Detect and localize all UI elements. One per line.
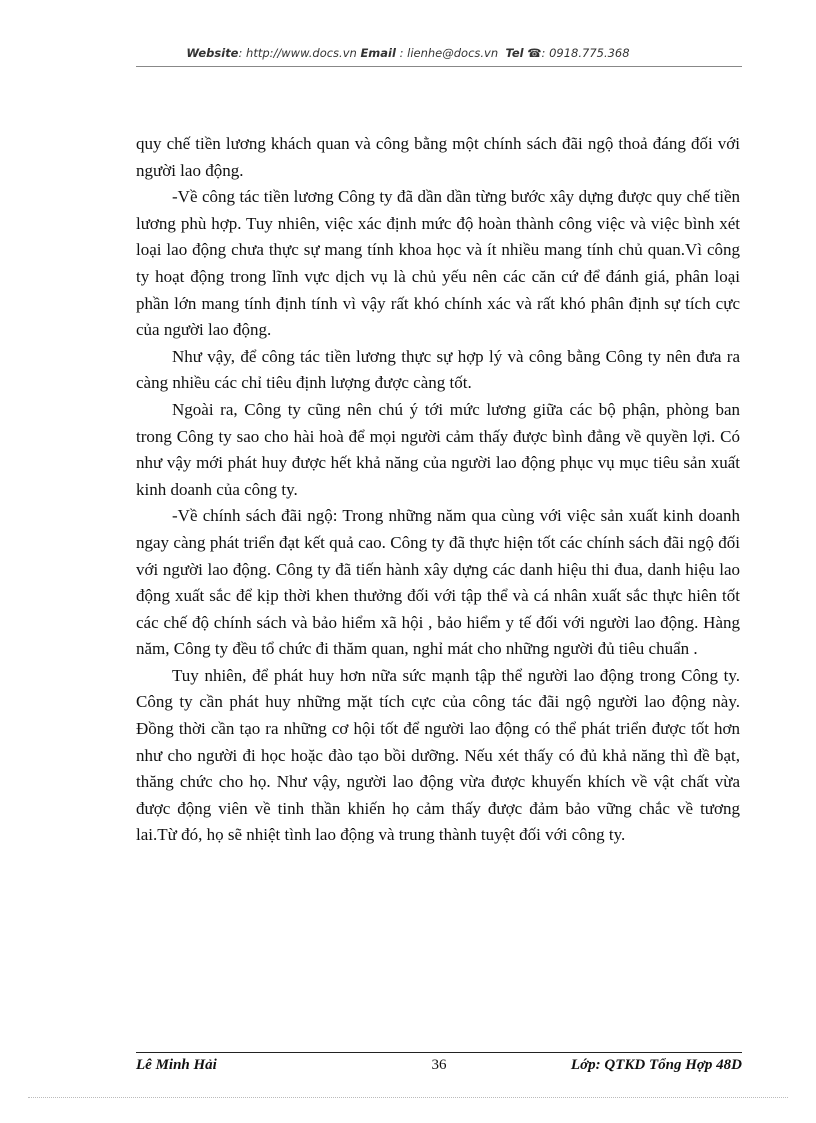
tel-label: Tel bbox=[505, 46, 524, 60]
email-label: Email bbox=[360, 46, 396, 60]
header-divider bbox=[136, 66, 742, 67]
phone-icon: ☎ bbox=[527, 46, 542, 60]
footer-divider bbox=[136, 1052, 742, 1053]
author-name: Lê Minh Hải bbox=[136, 1057, 217, 1073]
paragraph: -Về chính sách đãi ngộ: Trong những năm qua cùng với việc sản xuất kinh doanh ngay càng phát triển đạt kết quả cao. Công ty đã thực hiện tốt các chính sách đãi ngộ đối với người lao động. Công ty đã tiến hành xây dựng các danh hiệu thi đua, danh hiệu lao động xuất sắc để kịp thời khen thưởng đối với tập thể và cá nhân xuất sắc thực hiên tốt các chế độ chính sách và bảo hiểm xã hội , bảo hiểm y tế đối với người lao động. Hàng năm, Công ty đều tổ chức đi thăm quan, nghỉ mát cho những người đủ tiêu chuẩn . bbox=[136, 506, 740, 659]
paragraph: -Về công tác tiền lương Công ty đã dần dần từng bước xây dựng được quy chế tiền lương phù hợp. Tuy nhiên, việc xác định mức độ hoàn thành công việc và việc bình xét loại lao động chưa thực sự mang tính khoa học và ít nhiều mang tính chủ quan.Vì công ty hoạt động trong lĩnh vực dịch vụ là chủ yếu nên các căn cứ để đánh giá, phân loại phần lớn mang tính định tính vì vậy rất khó chính xác và rất khó phân định sự tích cực của người lao động. bbox=[136, 187, 740, 340]
paragraph: Tuy nhiên, để phát huy hơn nữa sức mạnh tập thể người lao động trong Công ty. Công ty cần phát huy những mặt tích cực của công tác đãi ngộ người lao động này. Đồng thời cần tạo ra những cơ hội tốt để người lao động có thể phát triển được tốt hơn như cho người đi học hoặc đào tạo bồi dưỡng. Nếu xét thấy có đủ khả năng thì đề bạt, thăng chức cho họ. Như vậy, người lao động vừa được khuyến khích về vật chất vừa được động viên về tinh thần khiến họ cảm thấy được đảm bảo vững chắc về tương lai.Từ đó, họ sẽ nhiệt tình lao động và trung thành tuyệt đối với công ty. bbox=[136, 665, 740, 845]
website-value: : http://www.docs.vn bbox=[238, 46, 357, 60]
page-header bbox=[0, 46, 816, 60]
page-footer bbox=[136, 1057, 742, 1079]
paragraph: quy chế tiền lương khách quan và công bằng một chính sách đãi ngộ thoả đáng đối với người lao động. bbox=[136, 134, 740, 180]
page-edge-dotted-line bbox=[28, 1097, 788, 1098]
email-value: : lienhe@docs.vn bbox=[395, 46, 499, 60]
page-number: 36 bbox=[431, 1057, 447, 1073]
website-label: Website bbox=[186, 46, 239, 60]
paragraph: Như vậy, để công tác tiền lương thực sự hợp lý và công bằng Công ty nên đưa ra càng nhiều các chỉ tiêu định lượng được càng tốt. bbox=[136, 346, 740, 393]
class-label: Lớp: QTKD Tổng Hợp 48D bbox=[570, 1057, 742, 1073]
tel-value: : 0918.775.368 bbox=[541, 46, 630, 60]
paragraph: Ngoài ra, Công ty cũng nên chú ý tới mức lương giữa các bộ phận, phòng ban trong Công ty sao cho hài hoà để mọi người cảm thấy được bình đẳng về quyền lợi. Có như vậy mới phát huy được hết khả năng của người lao động phục vụ mục tiêu sản xuất kinh doanh của công ty. bbox=[136, 399, 740, 499]
document-body bbox=[136, 131, 740, 849]
